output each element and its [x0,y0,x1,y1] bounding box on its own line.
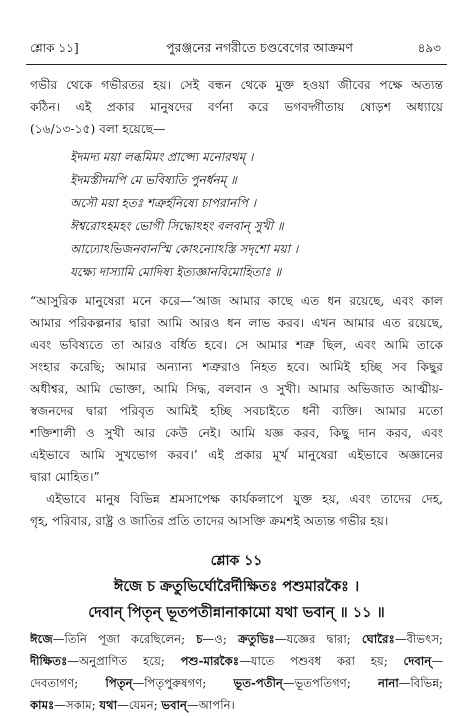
synonym-meaning: দেবতাগণ; [30,676,106,690]
verse-line: ইদমস্তীদমপি মে ভবিষ্যতি পুনর্ধনম্ ॥ [70,173,237,187]
synonym-meaning: —পিতৃপুরুষগণ; [132,676,234,690]
header-chapter-title: পুরঞ্জনের নগরীতে চণ্ডবেগের আক্রমণ [166,40,353,55]
synonym-meaning: —ভূতপতিগণ; [282,676,379,690]
intro-paragraph [30,74,443,140]
synonym-meaning: —সকাম; [54,698,100,712]
text-line: কঠিন। এই প্রকার মানুষদের বর্ণনা করে ভগবদ্গীতায় ষোড়শ অধ্যায়ে [30,100,443,114]
verse-line: ইদমদ্য ময়া লব্ধমিমং প্রাপ্স্যে মনোরথম্ । [70,150,254,164]
synonym-line [30,694,443,716]
text-line: গভীর থেকে গভীরতর হয়। সেই বন্ধন থেকে মুক্ত হওয়া জীবের পক্ষে অত্যন্ত [30,78,443,92]
synonym-word: দীক্ষিতঃ [30,654,68,668]
verse-line: ঈশ্বরোঽহমহং ভোগী সিদ্ধোঽহং বলবান্ সুখী ॥ [70,219,284,233]
page-number: ৪৯৩ [417,41,441,55]
header-rule [26,64,447,65]
synonym-line [30,650,443,672]
synonym-line [30,628,443,650]
synonym-word: ঈজে [30,632,53,646]
text-line: এবং ভবিষ্যতে তা আরও বর্ধিত হবে। সে আমার শত্রু ছিল, এবং আমি তাকে [30,338,443,352]
shloka-line: ঈজে চ ক্রতুভির্ঘোরৈর্দীক্ষিতঃ পশুমারকৈঃ । [113,578,360,595]
running-header [30,40,441,60]
synonym-word: যথা [99,698,118,712]
synonym-meaning: —অনুপ্রাণিত হয়ে; [67,654,181,668]
verse-line: যক্ষ্যে দাস্যামি মোদিষ্য ইত্যজ্ঞানবিমোহিতাঃ ॥ [70,265,282,279]
verse-line: অসৌ ময়া হতঃ শত্রুর্হনিষ্যে চাপরানপি । [70,196,257,210]
text-line: স্বজনদের দ্বারা পরিবৃত আমিই হচ্ছি সবচাইতে ধনী ব্যক্তি। আমার মতো [30,404,443,418]
synonym-meaning: —যাতে পশুবধ করা হয়; [239,654,404,668]
closing-paragraph [30,488,443,532]
text-line: অধীশ্বর, আমি ভোক্তা, আমি সিদ্ধ, বলবান ও সুখী। আমার অভিজাত আত্মীয়- [30,382,443,396]
text-line: দ্বারা মোহিত।” [30,470,100,484]
synonym-word: কামঃ [30,698,55,712]
synonym-word: পশু-মারকৈঃ [180,654,240,668]
synonym-word: চ [196,632,203,646]
text-line: এইভাবে মানুষ বিভিন্ন শ্রমসাপেক্ষ কার্যকলাপে যুক্ত হয়, এবং তাদের দেহ, [46,492,443,506]
synonym-meaning: —আপনি। [187,698,235,712]
text-line: শক্তিশালী ও সুখী আর কেউ নেই। আমি যজ্ঞ করব, কিছু দান করব, এবং [30,426,443,440]
synonym-meaning: —যেমন; [117,698,162,712]
synonym-word: ভবান্ [161,698,187,712]
text-line: আমার পরিকল্পনার দ্বারা আমি আরও ধন লাভ করব। এখন আমার এত রয়েছে, [30,316,443,330]
header-verse-ref: শ্লোক ১১] [30,41,79,55]
text-line: “আসুরিক মানুষেরা মনে করে—‘আজ আমার কাছে এত ধন রয়েছে, এবং কাল [30,294,443,308]
synonym-word: ক্রতুভিঃ [237,632,275,646]
synonym-word: নানা [378,676,399,690]
text-line: এইভাবে আমি সুখভোগ করব।’ এই প্রকার মূর্খ মানুষেরা এইভাবে অজ্ঞানের [30,448,443,462]
synonym-meaning: —বিভিন্ন; [398,676,443,690]
shloka-title: শ্লোক ১১ [210,553,263,569]
synonym-meaning: —ও; [202,632,238,646]
synonym-line [30,672,443,694]
gita-verse [30,146,443,284]
text-line: সংহার করেছি; আমার অন্যান্য শত্রুরাও নিহত হবে। আমিই হচ্ছি সব কিছুর [30,360,443,374]
verse-line: আঢ্যোঽভিজনবানস্মি কোঽন্যোঽস্তি সদৃশো ময়া । [70,242,299,256]
synonym-word: দেবান্ [403,654,432,668]
text-line: (১৬/১৩-১৫) বলা হয়েছে— [30,122,166,136]
synonym-word: ঘোরৈঃ [361,632,395,646]
synonym-word: পিতৃন্ [105,676,133,690]
synonyms-section [30,628,443,716]
shloka-line: দেবান্ পিতৃন্ ভূতপতীন্নানাকামো যথা ভবান্ ॥ ১১ ॥ [88,604,385,621]
synonym-meaning: — [431,654,443,668]
synonym-meaning: —বীভৎস; [394,632,443,646]
synonym-meaning: —তিনি পূজা করেছিলেন; [52,632,197,646]
translation-paragraph [30,290,443,488]
shloka-block [30,548,443,626]
synonym-word: ভূত-পতীন্ [233,676,283,690]
text-line: গৃহ, পরিবার, রাষ্ট্র ও জাতির প্রতি তাদের আসক্তি ক্রমশই অত্যন্ত গভীর হয়। [30,514,389,528]
synonym-meaning: —যজ্ঞের দ্বারা; [274,632,362,646]
